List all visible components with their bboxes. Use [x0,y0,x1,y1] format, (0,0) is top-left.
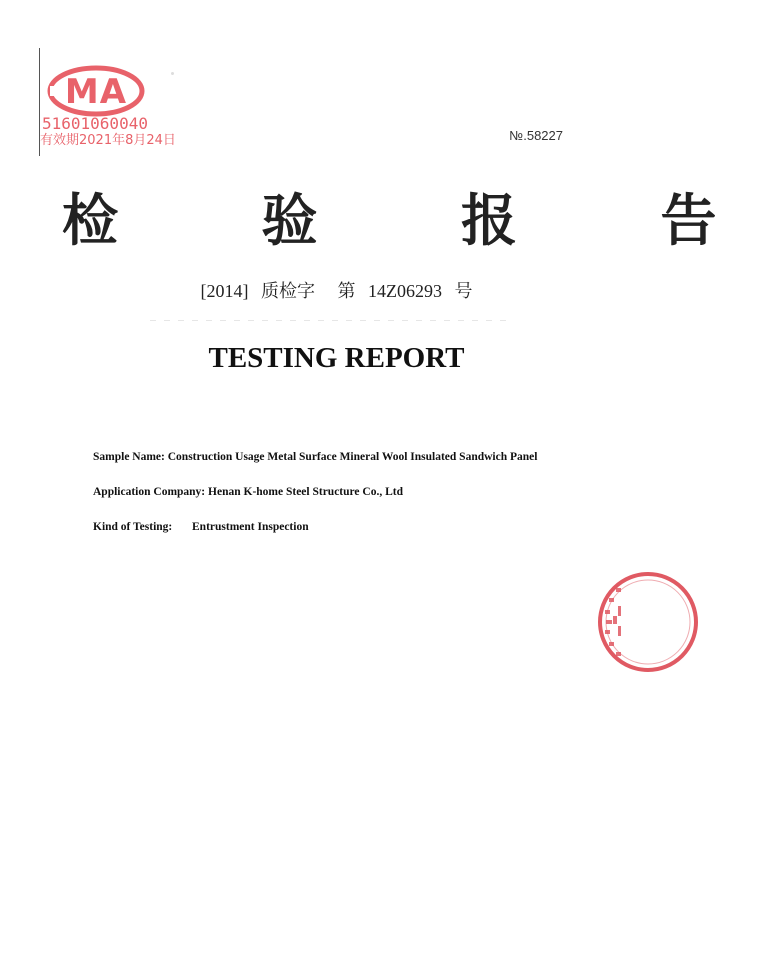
doc-code-number: 14Z06293 [368,281,442,301]
application-company-field [93,486,403,498]
official-seal-partial [596,570,636,674]
doc-code-word: 质检字 [261,281,315,301]
cma-logo-icon [48,66,144,116]
kind-of-testing-field [93,521,309,533]
doc-code-year: [2014] [200,281,249,301]
seal-icon [596,570,686,674]
application-company-value: Henan K-home Steel Structure Co., Ltd [208,486,403,498]
document-code [0,277,673,303]
scan-speck [171,72,174,75]
sample-name-value: Construction Usage Metal Surface Mineral Wool Insulated Sandwich Panel [167,451,538,463]
cma-certificate-number: 51601060040 [42,114,148,133]
faint-scan-line [150,320,510,321]
english-title: TESTING REPORT [208,342,465,374]
chinese-title: 检 验 报 告 [62,188,779,254]
doc-code-prefix: 第 [337,281,356,301]
sample-name-label: Sample Name: [93,451,165,463]
kind-of-testing-value: Entrustment Inspection [192,521,309,533]
sample-name-field [93,451,537,463]
report-serial-number: №.58227 [509,128,563,143]
kind-of-testing-label: Kind of Testing: [93,521,173,533]
svg-text:MA: MA [64,72,128,112]
cma-stamp [40,62,176,158]
cma-validity-date: 有效期2021年8月24日 [40,133,176,148]
doc-code-suffix: 号 [454,281,473,301]
application-company-label: Application Company: [93,486,206,498]
